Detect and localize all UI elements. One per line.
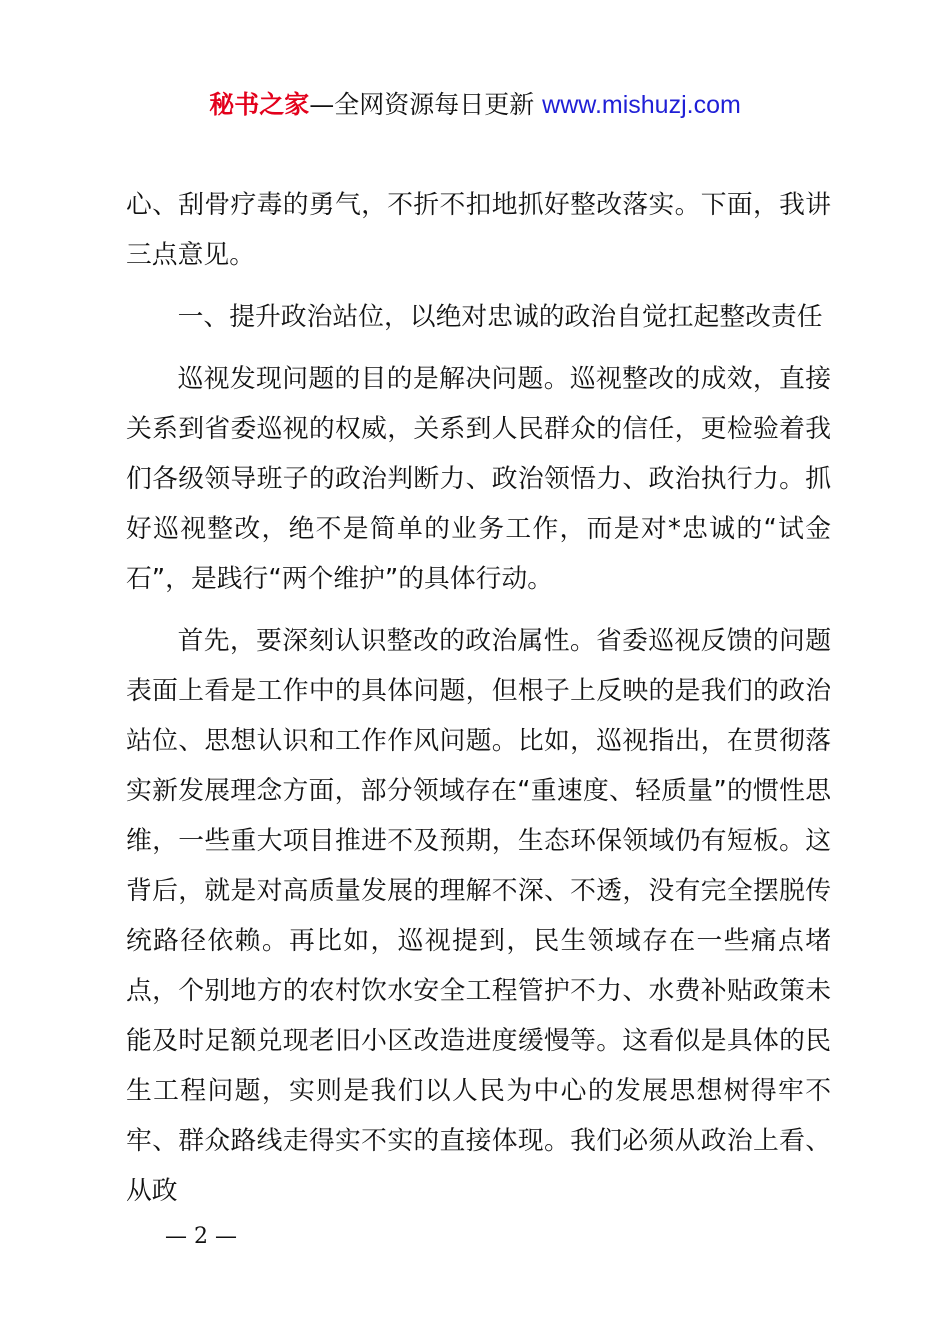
document-body [126,180,831,1216]
site-brand: 秘书之家 [209,90,310,119]
page-number: — 2 — [165,1224,237,1249]
section-heading: 一、提升政治站位，以绝对忠诚的政治自觉扛起整改责任 [177,302,823,332]
site-url-link[interactable]: www.mishuzj.com [542,91,741,119]
paragraph: 巡视发现问题的目的是解决问题。巡视整改的成效，直接关系到省委巡视的权威，关系到人民群众的信任，更检验着我们各级领导班子的政治判断力、政治领悟力、政治执行力。抓好巡视整改，绝不是简单的业务工作，而是对*忠诚的“试金石”，是践行“两个维护”的具体行动。 [126,364,831,594]
site-header [0,88,950,122]
paragraph: 首先，要深刻认识整改的政治属性。省委巡视反馈的问题表面上看是工作中的具体问题，但根子上反映的是我们的政治站位、思想认识和工作作风问题。比如，巡视指出，在贯彻落实新发展理念方面，部分领域存在“重速度、轻质量”的惯性思维，一些重大项目推进不及预期，生态环保领域仍有短板。这背后，就是对高质量发展的理解不深、不透，没有完全摆脱传统路径依赖。再比如，巡视提到，民生领域存在一些痛点堵点，个别地方的农村饮水安全工程管护不力、水费补贴政策未能及时足额兑现老旧小区改造进度缓慢等。这看似是具体的民生工程问题，实则是我们以人民为中心的发展思想树得牢不牢、群众路线走得实不实的直接体现。我们必须从政治上看、从政 [126,626,831,1206]
paragraph-continuation: 心、刮骨疗毒的勇气，不折不扣地抓好整改落实。下面，我讲三点意见。 [126,190,831,270]
site-tagline: —全网资源每日更新 [309,90,543,119]
